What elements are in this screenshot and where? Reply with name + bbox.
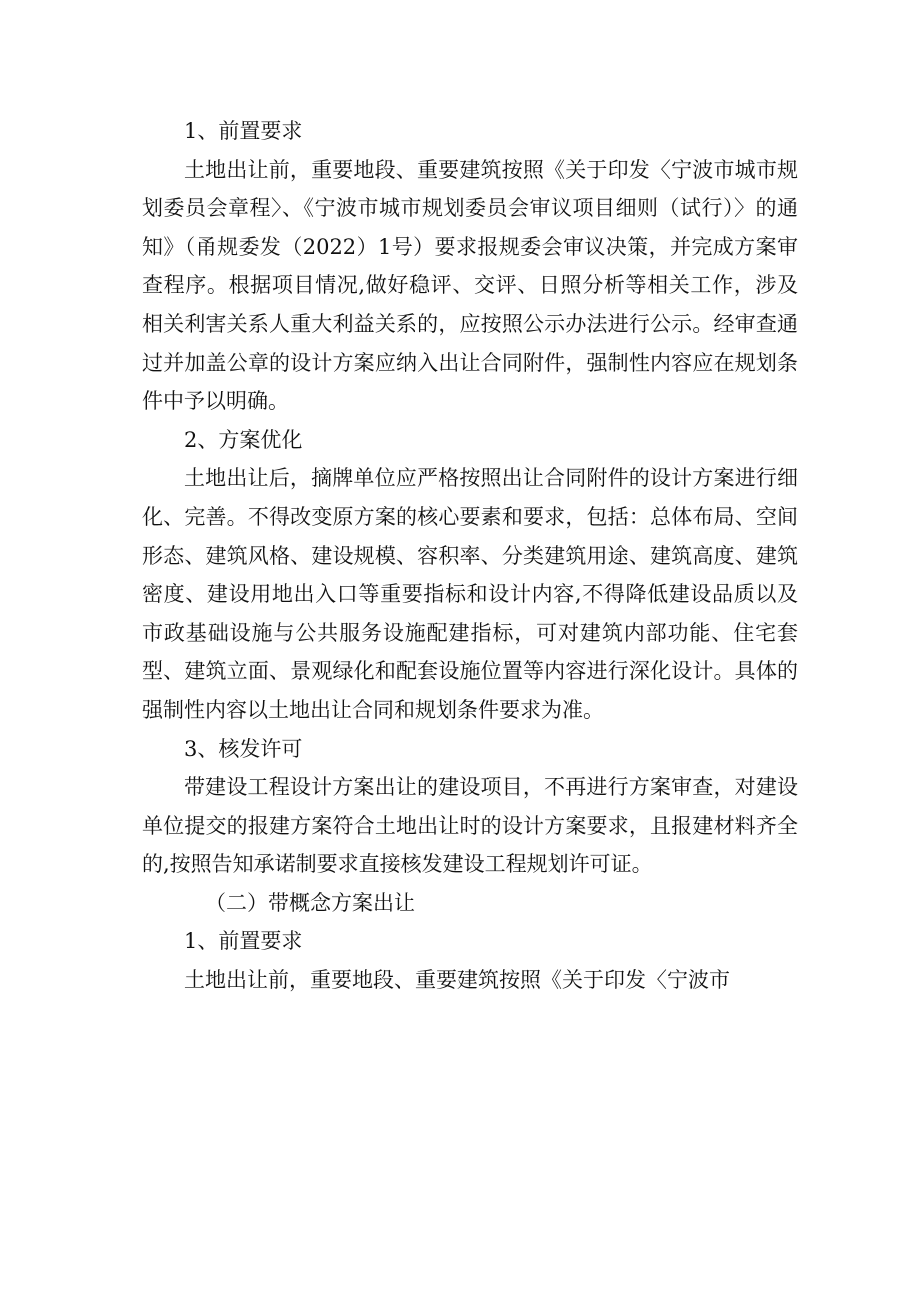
paragraph-prerequisites: 土地出让前，重要地段、重要建筑按照《关于印发〈宁波市城市规划委员会章程〉、《宁波市城市规划委员会审议项目细则（试行）〉的通知》（甬规委发（2022）1号）要求报规委会审议决策，并完成方案审查程序。根据项目情况,做好稳评、交评、日照分析等相关工作，涉及相关利害关系人重大利益关系的，应按照公示办法进行公示。经审查通过并加盖公章的设计方案应纳入出让合同附件，强制性内容应在规划条件中予以明确。	[142, 157, 798, 414]
section-heading-prerequisites-2: 1、前置要求	[184, 929, 303, 954]
paragraph-scheme-optimization: 土地出让后，摘牌单位应严格按照出让合同附件的设计方案进行细化、完善。不得改变原方案的核心要素和要求，包括：总体布局、空间形态、建筑风格、建设规模、容积率、分类建筑用途、建筑高度、建筑密度、建设用地出入口等重要指标和设计内容,不得降低建设品质以及市政基础设施与公共服务设施配建指标，可对建筑内部功能、住宅套型、建筑立面、景观绿化和配套设施位置等内容进行深化设计。具体的强制性内容以土地出让合同和规划条件要求为准。	[142, 466, 798, 722]
document-page	[142, 112, 798, 1000]
section-heading-permit-issuance: 3、核发许可	[184, 736, 303, 761]
paragraph-permit-issuance: 带建设工程设计方案出让的建设项目，不再进行方案审查，对建设单位提交的报建方案符合土地出让时的设计方案要求，且报建材料齐全的,按照告知承诺制要求直接核发建设工程规划许可证。	[142, 775, 798, 877]
paragraph-prerequisites-2: 土地出让前，重要地段、重要建筑按照《关于印发〈宁波市	[184, 968, 730, 993]
subsection-heading-concept-scheme: （二）带概念方案出让	[205, 890, 415, 915]
section-heading-scheme-optimization: 2、方案优化	[184, 427, 303, 452]
section-heading-prerequisites: 1、前置要求	[184, 119, 303, 143]
